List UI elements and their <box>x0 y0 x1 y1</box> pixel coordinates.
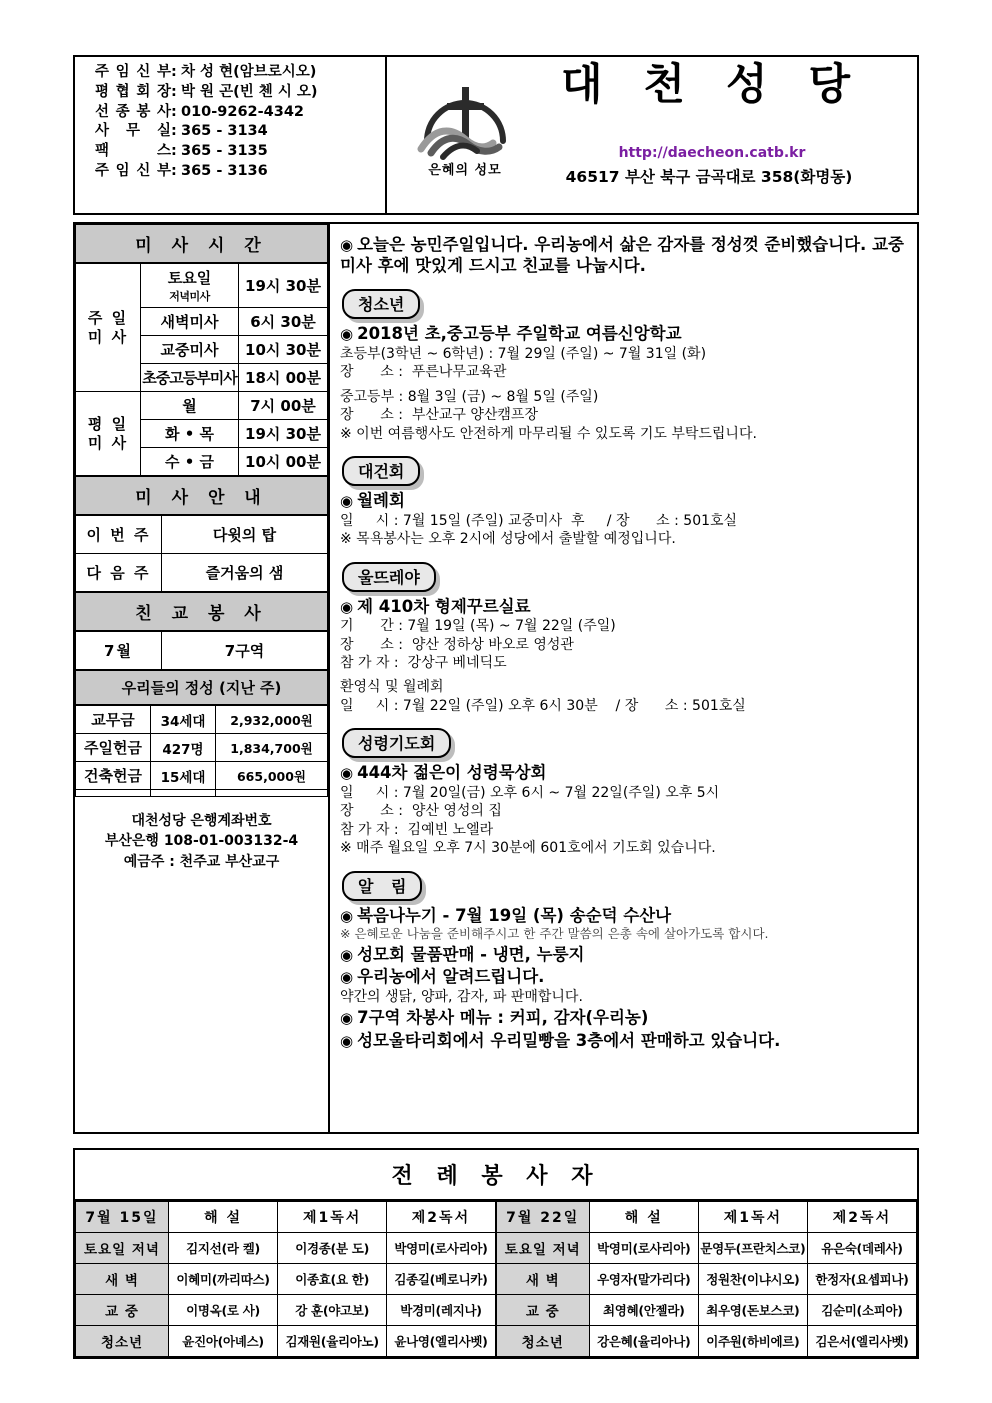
table-row <box>76 706 328 734</box>
bullet-icon: ◉ <box>340 1009 354 1028</box>
sunday-mass-label: 주 일 미 사 <box>76 264 141 392</box>
notice-item <box>340 905 907 927</box>
contact-label: 평 협 회 장 <box>95 83 171 100</box>
offering-title: 우리들의 정성 (지난 주) <box>75 670 328 705</box>
notice-detail-line: 일 시 : 7월 22일 (주일) 오후 6시 30분 / 장 소 : 501호실 <box>340 697 746 714</box>
table-row <box>76 1264 917 1295</box>
guide-value: 다윗의 탑 <box>162 516 328 554</box>
contact-colon: : <box>171 103 177 120</box>
notice-detail-line: 장 소 : 푸른나무교육관 <box>340 364 507 381</box>
table-row <box>76 1233 917 1264</box>
table-row <box>76 734 328 762</box>
notice-item-text: 우리농에서 알려드립니다. <box>357 967 545 987</box>
notice-detail-line: ※ 이번 여름행사도 안전하게 마무리될 수 있도록 기도 부탁드립니다. <box>340 425 757 442</box>
bullet-icon: ◉ <box>340 968 354 987</box>
contact-row <box>95 164 385 179</box>
table-row <box>76 1202 917 1233</box>
contact-colon: : <box>171 123 177 140</box>
mass-time: 18시 00분 <box>239 364 328 392</box>
liturgy-minister-name: 박영미(로사리아) <box>589 1233 698 1264</box>
liturgy-minister-name: 강은혜(율리아나) <box>589 1326 698 1357</box>
notice-item <box>340 944 907 966</box>
offering-count: 15세대 <box>151 762 216 790</box>
notice-item <box>340 490 907 512</box>
contact-row <box>95 124 385 139</box>
liturgy-minister-name: 이혜미(까리따스) <box>169 1264 278 1295</box>
contact-colon: : <box>171 83 177 100</box>
contact-colon: : <box>171 143 177 160</box>
liturgy-column-header: 해 설 <box>169 1202 278 1233</box>
notice-detail-line: ※ 은혜로운 나눔을 준비해주시고 한 주간 말씀의 은총 속에 살아가도록 합시다. <box>340 926 769 942</box>
liturgy-minister-name: 이경종(분 도) <box>278 1233 387 1264</box>
offering-name: 주일헌금 <box>76 734 151 762</box>
notice-detail-line: ※ 목욕봉사는 오후 2시에 성당에서 출발할 예정입니다. <box>340 531 676 548</box>
liturgy-time-label: 교 중 <box>496 1295 590 1326</box>
contact-label: 사 무 실 <box>95 123 171 140</box>
notice-item-text: 제 410차 형제꾸르실료 <box>357 596 531 616</box>
mass-name: 초중고등부미사 <box>141 364 239 392</box>
section-pill-label: 대건회 <box>342 456 420 486</box>
liturgy-minister-name: 김종길(베로니카) <box>387 1264 496 1295</box>
table-row <box>76 264 328 308</box>
liturgy-time-label: 청소년 <box>76 1326 169 1357</box>
church-address: 46517 부산 북구 금곡대로 358(화명동) <box>565 168 853 186</box>
mass-name: 교중미사 <box>141 336 239 364</box>
liturgy-minister-name: 최우영(돈보스코) <box>698 1295 807 1326</box>
contact-row <box>95 105 385 120</box>
liturgy-time-label: 토요일 저녁 <box>76 1233 169 1264</box>
fellowship-label: 7월 <box>76 632 162 670</box>
contact-block <box>75 57 387 213</box>
fellowship-table <box>75 631 328 670</box>
mass-guide-table <box>75 515 328 592</box>
offering-amount: 665,000원 <box>216 762 328 790</box>
section-pill-label: 알 림 <box>342 871 422 901</box>
contact-colon: : <box>171 64 177 80</box>
liturgy-minister-name: 우영자(말가리다) <box>589 1264 698 1295</box>
bulletin-header <box>73 55 919 215</box>
bullet-icon: ◉ <box>340 906 354 925</box>
liturgy-title: 전 례 봉 사 자 <box>75 1150 917 1201</box>
liturgy-minister-name: 이주원(하비에르) <box>698 1326 807 1357</box>
bank-account-info <box>75 797 328 882</box>
notices-column <box>329 222 919 1134</box>
liturgy-ministers-panel <box>73 1148 919 1359</box>
offering-count: 427명 <box>151 734 216 762</box>
notice-item-text: 2018년 초,중고등부 주일학교 여름신앙학교 <box>357 324 682 344</box>
bullet-icon: ◉ <box>340 597 354 616</box>
left-column <box>73 222 329 1134</box>
spacer <box>340 1051 907 1060</box>
notice-item <box>340 323 907 345</box>
bullet-icon: ◉ <box>340 492 354 511</box>
mass-guide-title: 미 사 안 내 <box>75 476 328 515</box>
fellowship-value: 7구역 <box>162 632 328 670</box>
contact-label: 주 임 신 부 <box>95 162 171 179</box>
offering-amount <box>216 790 328 797</box>
notice-section <box>340 867 907 1060</box>
liturgy-minister-name: 윤나영(엘리사벳) <box>387 1326 496 1357</box>
liturgy-column-header: 제1독서 <box>278 1202 387 1233</box>
contact-label: 선 종 봉 사 <box>95 103 171 120</box>
church-website-url[interactable]: http://daecheon.catb.kr <box>618 145 806 161</box>
contact-row <box>95 65 385 80</box>
offering-count: 34세대 <box>151 706 216 734</box>
spacer <box>340 858 907 867</box>
contact-label: 주 임 신 부 <box>95 64 171 80</box>
notice-detail-line: 중고등부 : 8월 3일 (금) ~ 8월 5일 (주일) <box>340 388 599 405</box>
mass-schedule-title: 미 사 시 간 <box>75 224 328 263</box>
liturgy-time-label: 새 벽 <box>76 1264 169 1295</box>
section-pill-label: 청소년 <box>342 289 420 319</box>
notice-detail-line: 환영식 및 월례회 <box>340 679 444 696</box>
liturgy-minister-name: 정원찬(이냐시오) <box>698 1264 807 1295</box>
section-pill-label: 울뜨레야 <box>342 562 436 592</box>
notice-section <box>340 452 907 557</box>
offering-name: 교무금 <box>76 706 151 734</box>
weekday-mass-label: 평 일 미 사 <box>76 392 141 476</box>
mass-name: 월 <box>141 392 239 420</box>
liturgy-minister-name: 문영두(프란치스코) <box>698 1233 807 1264</box>
notice-item <box>340 762 907 784</box>
table-row <box>76 392 328 420</box>
guide-label: 이 번 주 <box>76 516 162 554</box>
spacer <box>340 715 907 724</box>
church-logo <box>407 65 523 178</box>
mass-name: 새벽미사 <box>141 308 239 336</box>
contact-value: 박 원 곤(빈 첸 시 오) <box>181 83 318 100</box>
notice-item-text: 444차 젊은이 성령묵상회 <box>357 763 547 783</box>
notice-detail-line: 기 간 : 7월 19일 (목) ~ 7월 22일 (주일) <box>340 618 616 635</box>
offering-table <box>75 705 328 797</box>
mass-time: 10시 30분 <box>239 336 328 364</box>
liturgy-minister-name: 김순미(소피아) <box>807 1295 916 1326</box>
liturgy-minister-name: 유은숙(데레사) <box>807 1233 916 1264</box>
mass-name: 수 • 금 <box>141 448 239 476</box>
offering-name <box>76 790 151 797</box>
contact-colon: : <box>171 162 177 179</box>
notice-item <box>340 596 907 618</box>
notice-detail-line: 참 가 자 : 김예빈 노엘라 <box>340 821 494 838</box>
mass-time: 7시 00분 <box>239 392 328 420</box>
liturgy-date-left: 7월 15일 <box>76 1202 169 1233</box>
notice-item-text: 성모회 물품판매 - 냉면, 누룽지 <box>357 944 585 964</box>
notice-item-text: 월례회 <box>357 491 405 511</box>
liturgy-table <box>75 1201 917 1357</box>
notice-detail-line: ※ 매주 월요일 오후 7시 30분에 601호에서 기도회 있습니다. <box>340 840 716 857</box>
bullet-icon: ◉ <box>340 236 354 254</box>
liturgy-column-header: 제2독서 <box>387 1202 496 1233</box>
notice-item-text: 성모울타리회에서 우리밀빵을 3층에서 판매하고 있습니다. <box>357 1030 781 1050</box>
table-row <box>76 1295 917 1326</box>
contact-value: 365 - 3136 <box>181 162 268 179</box>
contact-value: 365 - 3135 <box>181 143 268 160</box>
lead-notice-text: 오늘은 농민주일입니다. 우리농에서 삶은 감자를 정성껏 준비했습니다. 교중미사 후에 맛있게 드시고 친교를 나눕시다. <box>340 235 904 276</box>
contact-row <box>95 144 385 159</box>
liturgy-minister-name: 박영미(로사리아) <box>387 1233 496 1264</box>
liturgy-column-header: 제1독서 <box>698 1202 807 1233</box>
liturgy-minister-name: 강 훈(야고보) <box>278 1295 387 1326</box>
liturgy-minister-name: 김은서(엘리사벳) <box>807 1326 916 1357</box>
mass-name: 화 • 목 <box>141 420 239 448</box>
table-row <box>76 516 328 554</box>
liturgy-minister-name: 이명옥(로 사) <box>169 1295 278 1326</box>
mass-time: 6시 30분 <box>239 308 328 336</box>
church-name: 대 천 성 당 <box>560 60 864 110</box>
liturgy-time-label: 교 중 <box>76 1295 169 1326</box>
liturgy-minister-name: 김재원(율리아노) <box>278 1326 387 1357</box>
notice-detail-line: 초등부(3학년 ~ 6학년) : 7월 29일 (주일) ~ 7월 31일 (화) <box>340 345 707 362</box>
liturgy-time-label: 청소년 <box>496 1326 590 1357</box>
liturgy-column-header: 제2독서 <box>807 1202 916 1233</box>
notice-detail-line: 일 시 : 7월 20일(금) 오후 6시 ~ 7월 22일(주일) 오후 5시 <box>340 784 720 801</box>
cross-waves-logo-icon <box>413 65 517 161</box>
spacer <box>340 443 907 452</box>
notice-section <box>340 558 907 725</box>
mass-time: 10시 00분 <box>239 448 328 476</box>
notice-item <box>340 1007 907 1029</box>
liturgy-time-label: 토요일 저녁 <box>496 1233 590 1264</box>
liturgy-date-right: 7월 22일 <box>496 1202 590 1233</box>
notice-detail-line: 장 소 : 부산교구 양산캠프장 <box>340 407 538 424</box>
bank-line-3: 예금주 : 천주교 부산교구 <box>123 853 280 870</box>
section-pill-label: 성령기도회 <box>342 728 451 758</box>
notice-item <box>340 966 907 988</box>
contact-label: 팩 스 <box>95 143 171 160</box>
mass-time: 19시 30분 <box>239 420 328 448</box>
bullet-icon: ◉ <box>340 945 354 964</box>
bullet-icon: ◉ <box>340 325 354 344</box>
liturgy-minister-name: 윤진아(아녜스) <box>169 1326 278 1357</box>
offering-count <box>151 790 216 797</box>
notice-item-text: 7구역 차봉사 메뉴 : 커피, 감자(우리농) <box>357 1008 649 1028</box>
spacer <box>340 549 907 558</box>
table-row <box>76 554 328 592</box>
guide-label: 다 음 주 <box>76 554 162 592</box>
guide-value: 즐거움의 샘 <box>162 554 328 592</box>
main-content <box>73 222 919 1134</box>
contact-value: 010-9262-4342 <box>181 103 305 120</box>
contact-value: 365 - 3134 <box>181 123 268 140</box>
liturgy-minister-name: 이종효(요 한) <box>278 1264 387 1295</box>
notice-item-text: 복음나누기 - 7월 19일 (목) 송순덕 수산나 <box>357 905 672 925</box>
liturgy-minister-name: 김지선(라 켈) <box>169 1233 278 1264</box>
liturgy-minister-name: 박경미(레지나) <box>387 1295 496 1326</box>
table-row <box>76 762 328 790</box>
notice-detail-line: 참 가 자 : 강상구 베네딕도 <box>340 655 507 672</box>
contact-value: 차 성 현(암브로시오) <box>181 64 317 80</box>
liturgy-minister-name: 한정자(요셉피나) <box>807 1264 916 1295</box>
notice-detail-line: 장 소 : 양산 정하상 바오로 영성관 <box>340 636 574 653</box>
table-row <box>76 632 328 670</box>
liturgy-time-label: 새 벽 <box>496 1264 590 1295</box>
bank-line-1: 대천성당 은행계좌번호 <box>131 813 272 829</box>
mass-time: 19시 30분 <box>239 264 328 308</box>
offering-amount: 1,834,700원 <box>216 734 328 762</box>
mass-schedule-table <box>75 263 328 476</box>
bank-line-2: 부산은행 108-01-003132-4 <box>104 833 299 850</box>
notice-detail-line: 약간의 생닭, 양파, 감자, 파 판매합니다. <box>340 988 583 1005</box>
liturgy-minister-name: 최영혜(안젤라) <box>589 1295 698 1326</box>
logo-caption: 은혜의 성모 <box>428 163 502 178</box>
lead-notice <box>340 234 907 276</box>
bullet-icon: ◉ <box>340 764 354 783</box>
table-row <box>76 1326 917 1357</box>
notice-section <box>340 724 907 866</box>
fellowship-title: 친 교 봉 사 <box>75 592 328 631</box>
notice-detail-line: 장 소 : 양산 영성의 집 <box>340 803 502 820</box>
contact-row <box>95 85 385 100</box>
notice-section <box>340 285 907 452</box>
notice-detail-line: 일 시 : 7월 15일 (주일) 교중미사 후 / 장 소 : 501호실 <box>340 512 738 529</box>
notice-item <box>340 1030 907 1052</box>
mass-name: 토요일 저녁미사 <box>141 264 239 308</box>
offering-amount: 2,932,000원 <box>216 706 328 734</box>
offering-name: 건축헌금 <box>76 762 151 790</box>
table-row <box>76 790 328 797</box>
bullet-icon: ◉ <box>340 1031 354 1050</box>
liturgy-column-header: 해 설 <box>589 1202 698 1233</box>
church-identity-block <box>387 57 917 213</box>
